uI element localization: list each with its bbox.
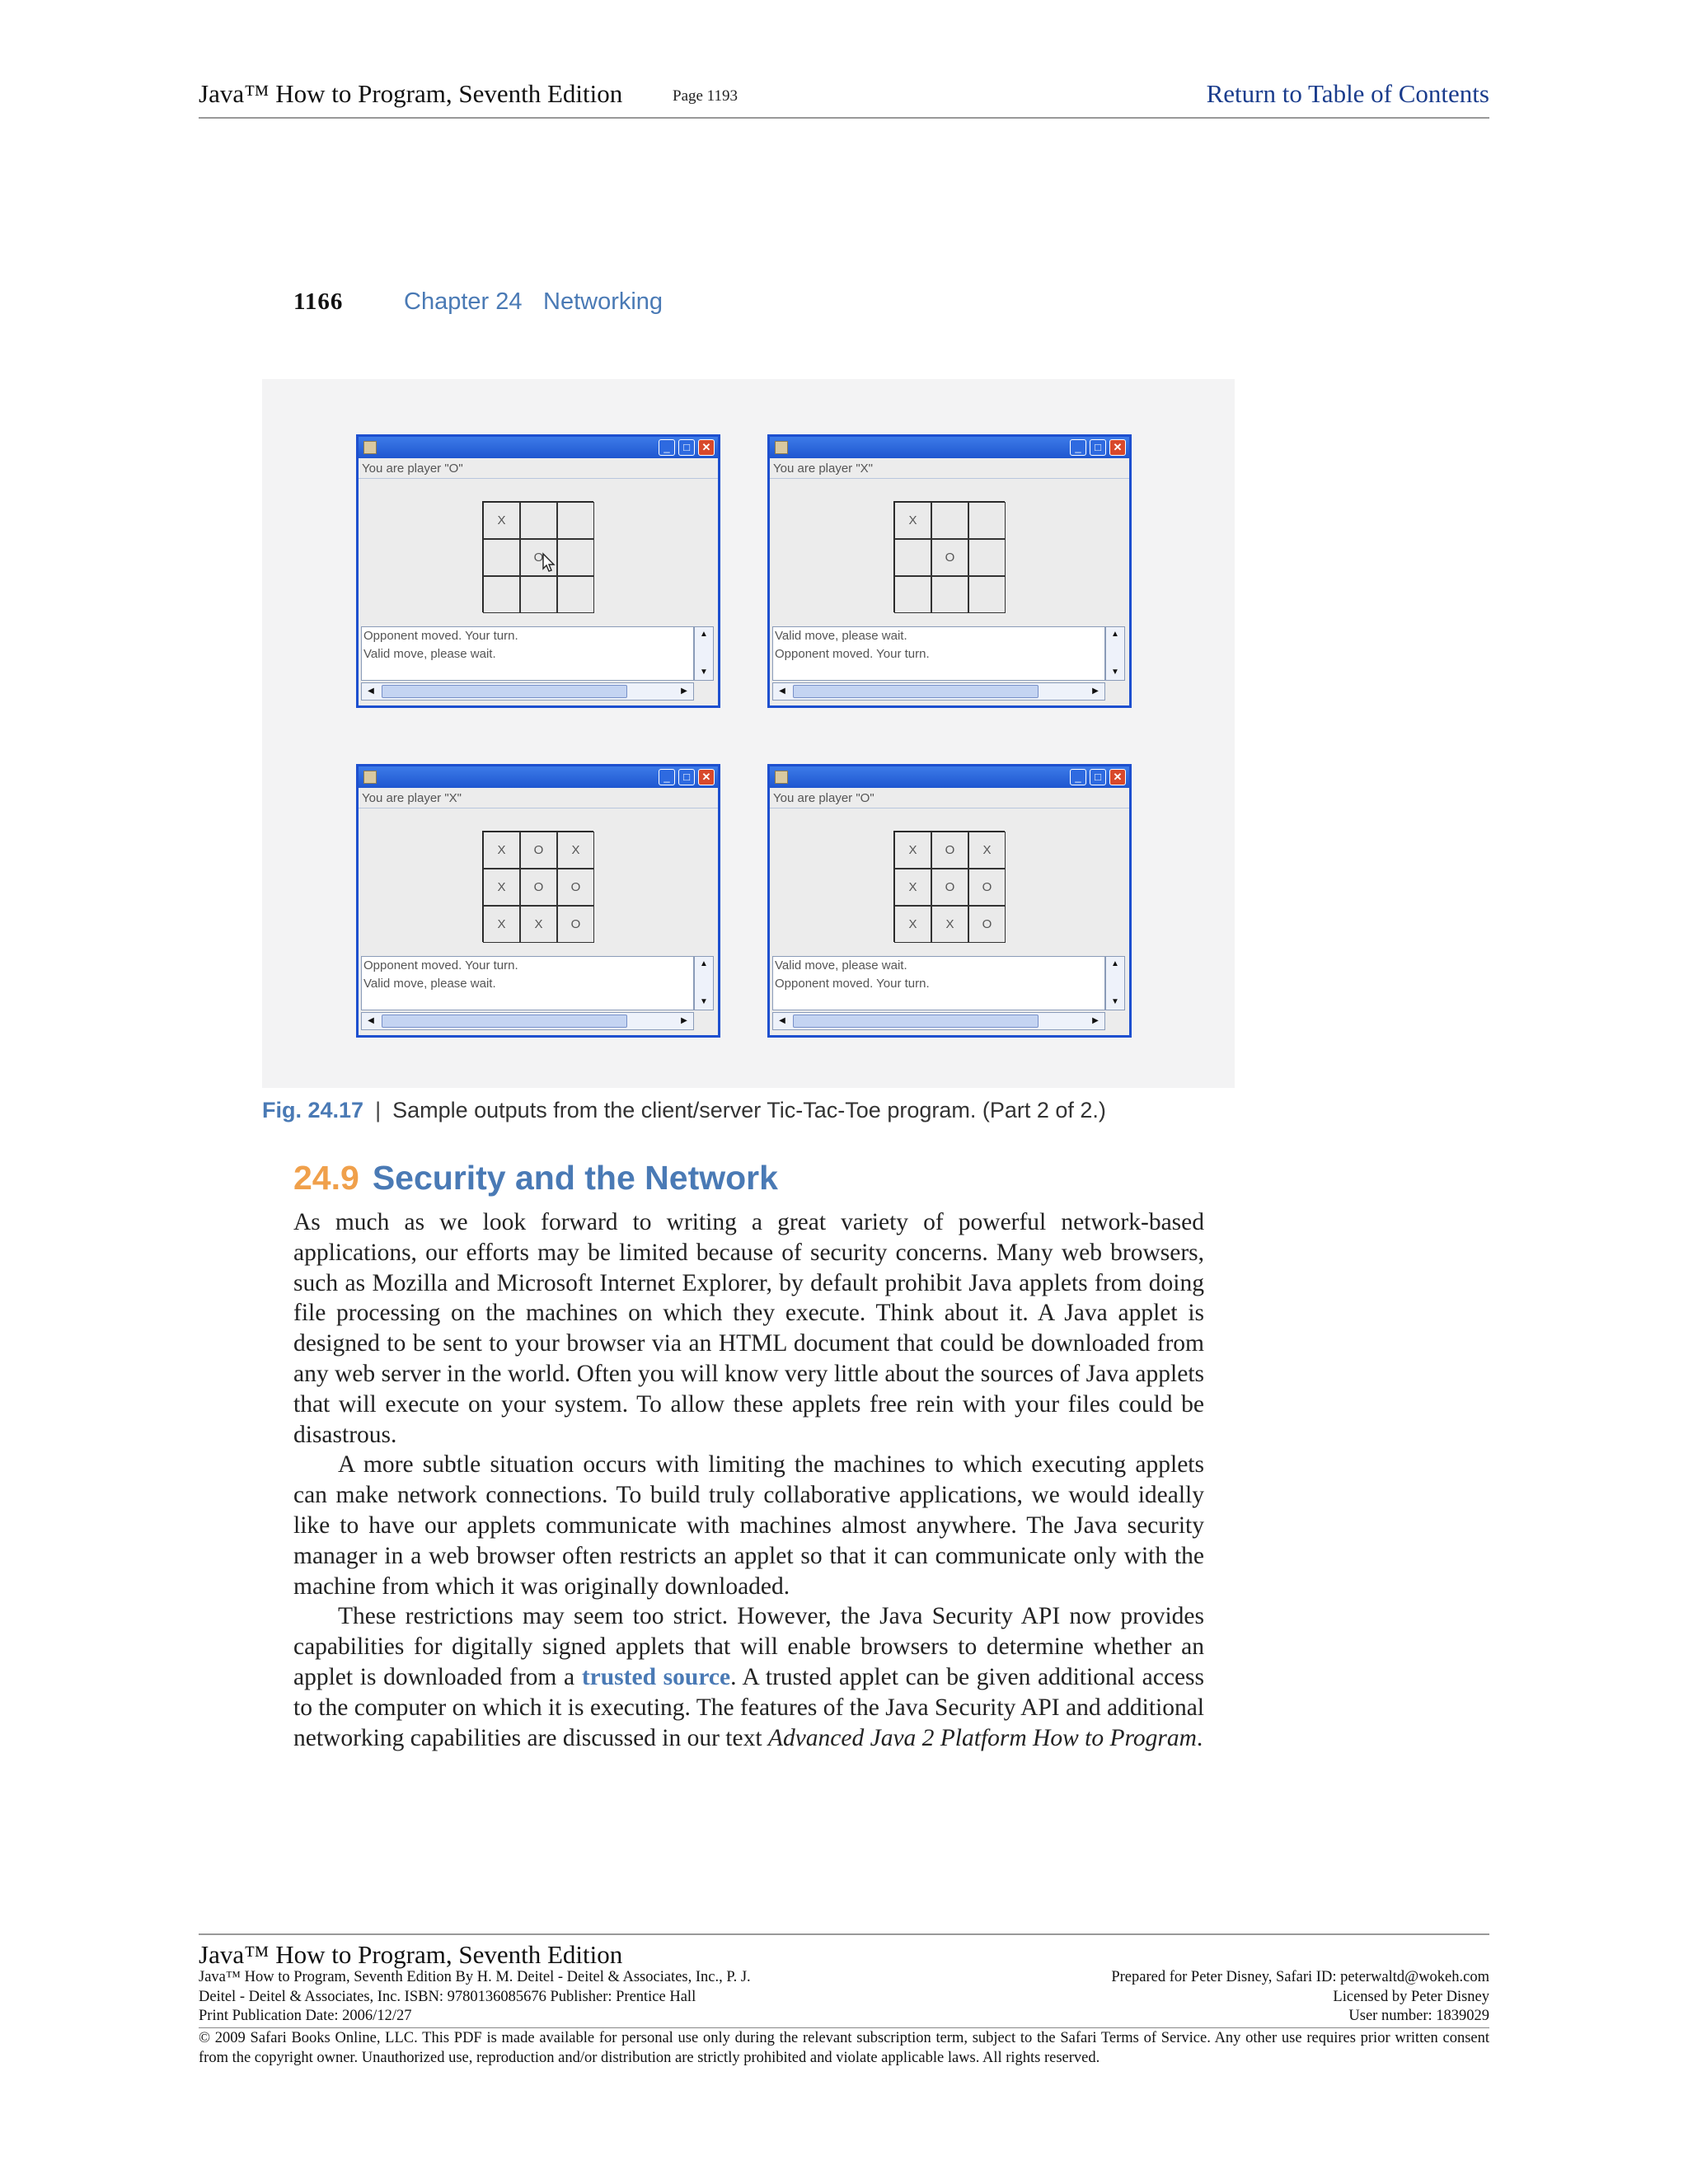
paragraph-text: .: [1196, 1724, 1203, 1751]
horizontal-scrollbar[interactable]: [772, 1012, 1105, 1030]
paragraph: A more subtle situation occurs with limiting the machines to which executing applets can make network connections. To build truly collaborative applications, we would ideally like to have our applets communicate with machines almost anywhere. The Java security manager in a web browser often restricts an applet so that it can communicate only with the machine from which it was originally downloaded.: [293, 1451, 1204, 1600]
maximize-button[interactable]: □: [1090, 439, 1106, 456]
horizontal-scrollbar[interactable]: [361, 1012, 694, 1030]
window-titlebar: [359, 766, 718, 788]
player-label: You are player "O": [773, 791, 874, 805]
message-line: Valid move, please wait.: [775, 958, 907, 972]
footer-copyright: © 2009 Safari Books Online, LLC. This PDF is made available for personal use only during the relevant subscription term, subject to the Safari Terms of Service. Any other use requires prior written consent from the copyright owner. Unauthorized use, reproduction and/or distribution are strictly prohibited and violate applicable laws. All rights reserved.: [199, 2030, 1489, 2066]
board-cell[interactable]: X: [520, 906, 557, 943]
vertical-scrollbar[interactable]: [1105, 956, 1125, 1010]
scrollbar-thumb[interactable]: [793, 685, 1039, 698]
message-area[interactable]: [361, 956, 694, 1010]
horizontal-scrollbar[interactable]: [772, 682, 1105, 701]
tictactoe-window: [356, 764, 720, 1038]
footer-line: Print Publication Date: 2006/12/27: [199, 2008, 412, 2024]
scroll-down-icon[interactable]: ▼: [700, 668, 708, 677]
java-app-icon: [775, 771, 788, 784]
message-line: Valid move, please wait.: [363, 647, 496, 661]
header-page-label: Page 1193: [673, 87, 738, 105]
paragraph-text: These restrictions may seem too strict. However, the Java Security API now provides capabilities for digitally signed applets that will enable browsers to determine whether an applet is downloaded from a: [293, 1603, 1204, 1690]
vertical-scrollbar[interactable]: [1105, 626, 1125, 681]
player-label: You are player "X": [773, 462, 874, 476]
tictactoe-window: [356, 434, 720, 708]
board-cell[interactable]: O: [968, 906, 1006, 943]
figure-caption-label: Fig. 24.17: [262, 1098, 364, 1122]
tictactoe-window: [767, 764, 1132, 1038]
player-divider: [359, 478, 718, 479]
board-cell[interactable]: [557, 539, 594, 576]
horizontal-scrollbar[interactable]: [361, 682, 694, 701]
message-area[interactable]: [772, 956, 1105, 1010]
minimize-button[interactable]: _: [1070, 769, 1086, 785]
board-cell[interactable]: X: [557, 832, 594, 869]
section-heading: [293, 1159, 778, 1197]
close-button[interactable]: ✕: [698, 439, 715, 456]
running-head-chapter: Chapter 24: [404, 288, 523, 315]
board-cell[interactable]: X: [894, 906, 931, 943]
board-cell[interactable]: O: [557, 869, 594, 906]
scroll-left-icon[interactable]: ◀: [779, 1016, 785, 1025]
board-cell[interactable]: X: [894, 832, 931, 869]
board-cell[interactable]: [968, 502, 1006, 539]
java-app-icon: [363, 441, 377, 454]
footer-publication-info: [199, 1968, 751, 2027]
footer-line: Licensed by Peter Disney: [1333, 1988, 1489, 2005]
tictactoe-window: [767, 434, 1132, 708]
vertical-scrollbar[interactable]: [694, 626, 714, 681]
scroll-up-icon[interactable]: ▲: [700, 959, 708, 968]
close-button[interactable]: ✕: [1109, 769, 1126, 785]
page-header: [199, 76, 1489, 119]
board-cell[interactable]: X: [483, 869, 520, 906]
board-cell[interactable]: X: [968, 832, 1006, 869]
game-board: [893, 831, 1005, 942]
scroll-down-icon[interactable]: ▼: [1111, 997, 1119, 1006]
figure-panel: [262, 379, 1235, 1088]
footer-book-title: Java™ How to Program, Seventh Edition: [199, 1940, 623, 1969]
message-line: Opponent moved. Your turn.: [775, 647, 930, 661]
page-footer: [199, 1933, 1489, 2066]
header-book-title: Java™ How to Program, Seventh Edition: [199, 79, 623, 108]
board-cell[interactable]: X: [483, 906, 520, 943]
section-title: Security and the Network: [372, 1159, 778, 1197]
message-line: Valid move, please wait.: [363, 977, 496, 991]
board-cell[interactable]: O: [557, 906, 594, 943]
board-cell[interactable]: [557, 502, 594, 539]
scroll-right-icon[interactable]: ▶: [681, 687, 687, 696]
player-label: You are player "X": [362, 791, 462, 805]
message-line: Opponent moved. Your turn.: [363, 629, 518, 643]
scrollbar-thumb[interactable]: [793, 1015, 1039, 1028]
book-title-reference: Advanced Java 2 Platform How to Program: [767, 1724, 1197, 1751]
running-head-section: Networking: [543, 288, 663, 315]
scroll-up-icon[interactable]: ▲: [700, 630, 708, 639]
board-cell[interactable]: O: [520, 832, 557, 869]
board-cell[interactable]: [520, 576, 557, 613]
message-line: Opponent moved. Your turn.: [775, 977, 930, 991]
maximize-button[interactable]: □: [1090, 769, 1106, 785]
scroll-up-icon[interactable]: ▲: [1111, 630, 1119, 639]
paragraph: [293, 1601, 1204, 1753]
board-cell[interactable]: [483, 576, 520, 613]
scrollbar-thumb[interactable]: [382, 685, 627, 698]
game-board: [893, 501, 1005, 612]
scroll-down-icon[interactable]: ▼: [1111, 668, 1119, 677]
board-cell[interactable]: O: [931, 539, 968, 576]
board-cell[interactable]: [557, 576, 594, 613]
scroll-right-icon[interactable]: ▶: [681, 1016, 687, 1025]
scroll-left-icon[interactable]: ◀: [368, 687, 374, 696]
window-titlebar: [770, 766, 1129, 788]
board-cell[interactable]: X: [894, 502, 931, 539]
scrollbar-thumb[interactable]: [382, 1015, 627, 1028]
message-line: Opponent moved. Your turn.: [363, 958, 518, 972]
board-cell[interactable]: [931, 576, 968, 613]
board-cell[interactable]: [968, 539, 1006, 576]
figure-caption-text: Sample outputs from the client/server Tic-Tac-Toe program. (Part 2 of 2.): [392, 1098, 1106, 1122]
minimize-button[interactable]: _: [659, 439, 675, 456]
window-titlebar: [770, 437, 1129, 458]
caption-divider: |: [375, 1098, 382, 1122]
paragraph: As much as we look forward to writing a great variety of powerful network-based applications, our efforts may be limited because of security concerns. Many web browsers, such as Mozilla and Microsoft Internet Explorer, by default prohibit Java applets from doing file processing on the machines on which they execute. Think about it. A Java applet is designed to be sent to your browser via an HTML document that could be downloaded from any web server in the world. Often you will know very little about the sources of Java applets that will execute on your system. To allow these applets free rein with your files could be disastrous.: [293, 1209, 1204, 1448]
close-button[interactable]: ✕: [1109, 439, 1126, 456]
java-app-icon: [363, 771, 377, 784]
scroll-left-icon[interactable]: ◀: [779, 687, 785, 696]
scroll-right-icon[interactable]: ▶: [1092, 687, 1099, 696]
game-board: [482, 501, 593, 612]
footer-line: Deitel - Deitel & Associates, Inc. ISBN: 9780136085676 Publisher: Prentice Hall: [199, 1988, 696, 2005]
message-line: Valid move, please wait.: [775, 629, 907, 643]
board-cell[interactable]: O: [520, 869, 557, 906]
board-cell[interactable]: [968, 576, 1006, 613]
board-cell[interactable]: X: [931, 906, 968, 943]
board-cell[interactable]: O: [968, 869, 1006, 906]
board-cell[interactable]: [894, 576, 931, 613]
footer-line: User number: 1839029: [1348, 2008, 1489, 2024]
toc-link[interactable]: Return to Table of Contents: [1206, 79, 1489, 108]
window-titlebar: [359, 437, 718, 458]
player-divider: [770, 478, 1129, 479]
mouse-cursor-icon: [542, 552, 556, 574]
game-board: [482, 831, 593, 942]
footer-license-info: [1111, 1968, 1489, 2027]
figure-caption: [262, 1098, 1106, 1123]
board-cell[interactable]: X: [483, 832, 520, 869]
scroll-up-icon[interactable]: ▲: [1111, 959, 1119, 968]
message-area[interactable]: [361, 626, 694, 681]
footer-line: Java™ How to Program, Seventh Edition By H. M. Deitel - Deitel & Associates, Inc., P. J.: [199, 1969, 751, 1985]
board-cell[interactable]: O: [520, 539, 557, 576]
close-button[interactable]: ✕: [698, 769, 715, 785]
board-cell[interactable]: [931, 502, 968, 539]
paragraph-text: . A trusted applet can be given additional access to the computer on which it is executing. The features of the Java Security API and additional networking capabilities are discussed in our text: [293, 1663, 1205, 1751]
running-head-page-number: 1166: [293, 288, 344, 315]
scroll-right-icon[interactable]: ▶: [1092, 1016, 1099, 1025]
java-app-icon: [775, 441, 788, 454]
board-cell[interactable]: O: [931, 832, 968, 869]
minimize-button[interactable]: _: [1070, 439, 1086, 456]
board-cell[interactable]: [483, 539, 520, 576]
board-cell[interactable]: O: [931, 869, 968, 906]
body-text: [293, 1207, 1204, 1753]
scroll-down-icon[interactable]: ▼: [700, 997, 708, 1006]
board-cell[interactable]: X: [894, 869, 931, 906]
keyword-term: trusted source: [581, 1663, 731, 1690]
board-cell[interactable]: [894, 539, 931, 576]
section-number: 24.9: [293, 1159, 359, 1197]
message-area[interactable]: [772, 626, 1105, 681]
scroll-left-icon[interactable]: ◀: [368, 1016, 374, 1025]
maximize-button[interactable]: □: [678, 769, 695, 785]
maximize-button[interactable]: □: [678, 439, 695, 456]
footer-line: Prepared for Peter Disney, Safari ID: peterwaltd@wokeh.com: [1111, 1969, 1489, 1985]
minimize-button[interactable]: _: [659, 769, 675, 785]
vertical-scrollbar[interactable]: [694, 956, 714, 1010]
footer-divider: [199, 2027, 1489, 2028]
player-label: You are player "O": [362, 462, 463, 476]
board-cell[interactable]: [520, 502, 557, 539]
board-cell[interactable]: X: [483, 502, 520, 539]
